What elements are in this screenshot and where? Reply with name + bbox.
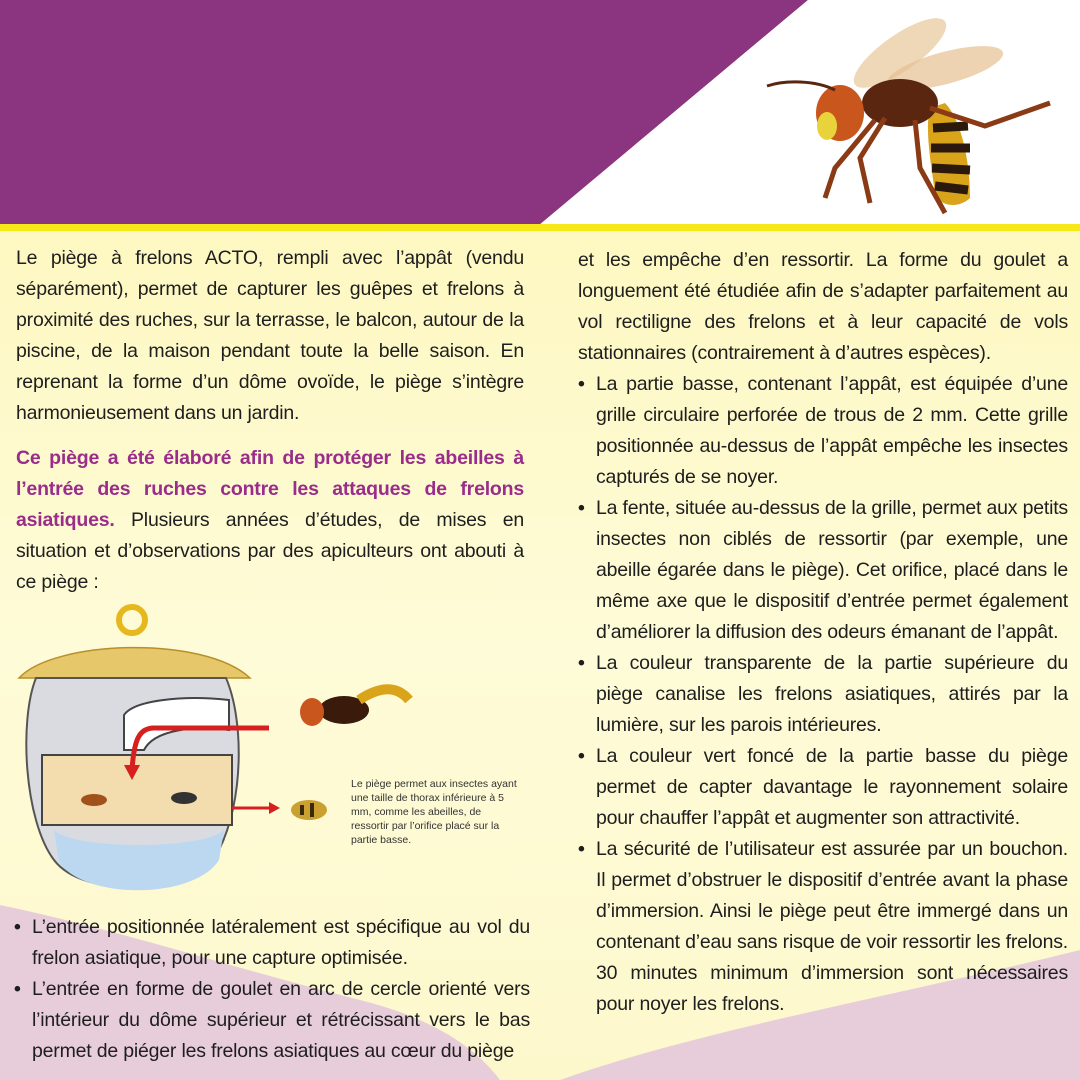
highlight-text: Ce piège a été élaboré afin de protéger les abeilles à l’entrée des ruches contre les attaques de frelons asiatiques. <box>16 447 524 531</box>
continuation-paragraph: et les empêche d’en ressortir. La forme du goulet a longuement été étudiée afin de s’adapter parfaitement au vol rectiligne des frelons et à leur capacité de vols stationnaires (contrairement à d’autres espèces). <box>578 249 1068 364</box>
left-bullets <box>14 912 530 1067</box>
hornet-illustration <box>765 8 1055 218</box>
list-item: • L’entrée en forme de goulet en arc de cercle orienté vers l’intérieur du dôme supérieur et rétrécissant vers le bas permet de piéger les frelons asiatiques au cœur du piège <box>14 978 530 1062</box>
right-column <box>578 245 1068 1020</box>
highlight-continuation: Plusieurs années d’études, de mises en situation et d’observations par des apiculteurs ont abouti à ce piège : <box>16 509 524 593</box>
list-item: • La couleur transparente de la partie supérieure du piège canalise les frelons asiatiques, attirés par la lumière, sur les parois intérieures. <box>578 652 1068 736</box>
list-item: • La sécurité de l’utilisateur est assurée par un bouchon. Il permet d’obstruer le dispositif d’entrée avant la phase d’immersion. Ainsi le piège peut être immergé dans un contenant d’eau sans risque de voir ressortir les frelons. 30 minutes minimum d’immersion sont nécessaires pour noyer les frelons. <box>578 838 1068 1015</box>
intro-paragraph: Le piège à frelons ACTO, rempli avec l’appât (vendu séparément), permet de capturer les guêpes et frelons à proximité des ruches, sur la terrasse, le balcon, autour de la piscine, de la maison pendant toute la belle saison. En reprenant la forme d’un dôme ovoïde, le piège s’intègre harmonieusement dans un jardin. <box>16 247 524 424</box>
trap-diagram <box>14 600 554 900</box>
diagram-caption: Le piège permet aux insectes ayant une taille de thorax inférieure à 5 mm, comme les abeilles, de ressortir par l’orifice placé sur la partie basse. <box>351 778 517 846</box>
list-item: • La partie basse, contenant l’appât, est équipée d’une grille circulaire perforée de trous de 2 mm. Cette grille positionnée au-dessus de l’appât empêche les insectes capturés de se noyer. <box>578 373 1068 488</box>
highlight-paragraph <box>16 443 524 598</box>
left-column <box>16 243 524 598</box>
list-item: • L’entrée positionnée latéralement est spécifique au vol du frelon asiatique, pour une capture optimisée. <box>14 916 530 969</box>
list-item: • La fente, située au-dessus de la grille, permet aux petits insectes non ciblés de ressortir (par exemple, une abeille égarée dans le piège). Cet orifice, placé dans le même axe que le dispositif d’entrée permet également d’améliorer la diffusion des odeurs émanant de l’appât. <box>578 497 1068 643</box>
list-item: • La couleur vert foncé de la partie basse du piège permet de capter davantage le rayonnement solaire pour chauffer l’appât et augmenter son attractivité. <box>578 745 1068 829</box>
yellow-divider <box>0 224 1080 231</box>
